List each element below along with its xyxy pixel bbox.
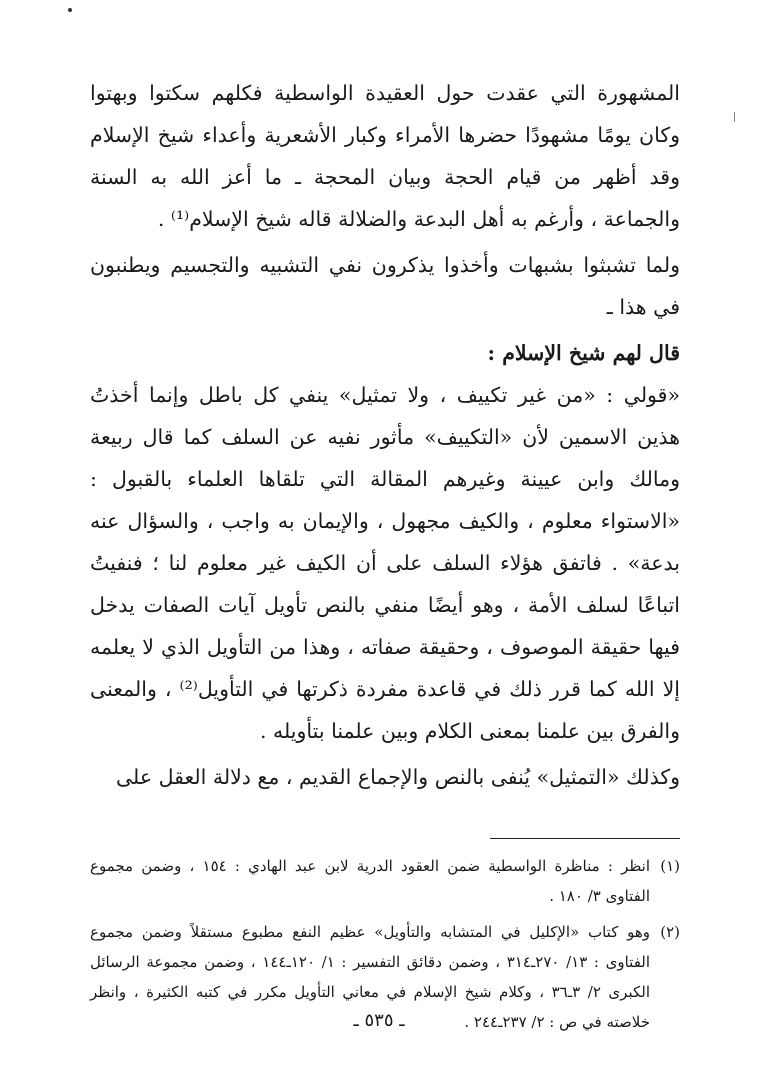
section-heading: قال لهم شيخ الإسلام : xyxy=(487,341,680,365)
page-content xyxy=(90,72,680,1037)
footnote-1 xyxy=(90,851,680,911)
corner-mark xyxy=(68,8,72,12)
footnote-number: (٢) xyxy=(660,923,680,941)
body-paragraph-4: وكذلك «التمثيل» يُنفى بالنص والإجماع القديم ، مع دلالة العقل على xyxy=(115,765,680,789)
body-paragraph-1: المشهورة التي عقدت حول العقيدة الواسطية فكلهم سكتوا وبهتوا وكان يومًا مشهودًا حضرها الأمراء وكبار الأشعرية وأعداء شيخ الإسلام وقد أظهر من قيام الحجة وبيان المحجة ـ ما أعز الله به السنة والجماعة ، وأرغم به أهل البدعة والضلالة قاله شيخ الإسلام⁽¹⁾ . xyxy=(90,81,680,231)
footnote-text: انظر : مناظرة الواسطية ضمن العقود الدرية لابن عبد الهادي : ١٥٤ ، وضمن مجموع الفتاوى ٣/ ١٨٠ . xyxy=(90,857,650,905)
body-paragraph-2: ولما تشبثوا بشبهات وأخذوا يذكرون نفي التشبيه والتجسيم ويطنبون في هذا ـ xyxy=(90,253,680,319)
footnote-number: (١) xyxy=(660,857,680,875)
margin-mark xyxy=(734,112,735,122)
page-number: ـ ٥٣٥ ـ xyxy=(353,1010,405,1031)
footnote-separator xyxy=(490,838,680,839)
footnote-text: وهو كتاب «الإكليل في المتشابه والتأويل» عظيم النفع مطبوع مستقلاً وضمن مجموع الفتاوى : ١٣/ ٢٧٠ـ٣١٤ ، وضمن دقائق التفسير : ١/ ١٢٠ـ١٤٤ ، وضمن مجموعة الرسائل الكبرى ٢/ ٣ـ٣٦ ، وكلام شيخ الإسلام في معاني التأويل مكرر في كتبه الكثيرة ، وانظر خلاصته في ص : ٢/ ٢٣٧ـ٢٤٤ . xyxy=(90,923,651,1031)
body-paragraph-3: «قولي : «من غير تكييف ، ولا تمثيل» ينفي كل باطل وإنما أخذتُ هذين الاسمين لأن «التكييف» مأثور نفيه عن السلف كما قال ربيعة ومالك وابن عيينة وغيرهم المقالة التي تلقاها العلماء بالقبول : «الاستواء معلوم ، والكيف مجهول ، والإيمان به واجب ، والسؤال عنه بدعة» . فاتفق هؤلاء السلف على أن الكيف غير معلوم لنا ؛ فنفيتُ اتباعًا لسلف الأمة ، وهو أيضًا منفي بالنص تأويل آيات الصفات يدخل فيها حقيقة الموصوف ، وحقيقة صفاته ، وهذا من التأويل الذي لا يعلمه إلا الله كما قرر ذلك في قاعدة مفردة ذكرتها في التأويل⁽²⁾ ، والمعنى والفرق بين علمنا بمعنى الكلام وبين علمنا بتأويله . xyxy=(90,383,680,743)
